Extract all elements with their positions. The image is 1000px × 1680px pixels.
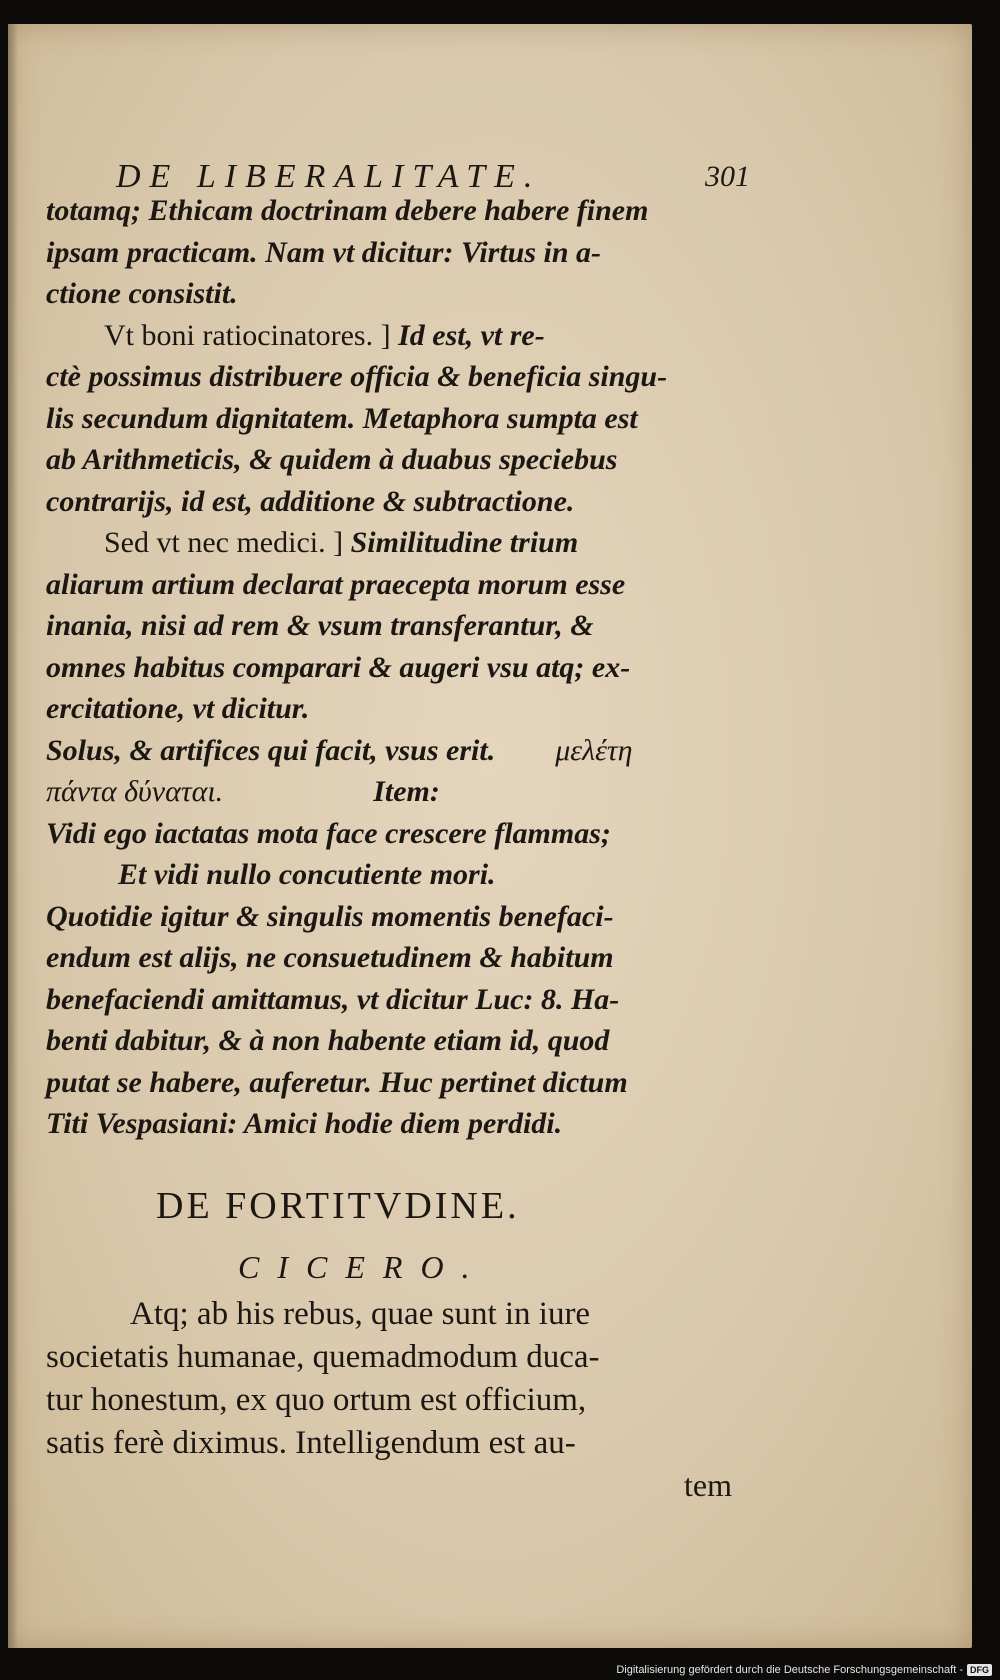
commentary-line (46, 439, 746, 481)
commentary-segment: contrarijs, id est, additione & subtractione. (46, 484, 575, 518)
commentary-line (46, 854, 746, 896)
commentary-line (46, 398, 746, 440)
commentary-text (46, 190, 746, 1145)
commentary-segment: lis secundum dignitatem. Metaphora sumpta est (46, 401, 638, 435)
commentary-segment: benefaciendi amittamus, vt dicitur Luc: 8. Ha- (46, 982, 620, 1016)
dfg-logo: DFG (967, 1664, 992, 1676)
commentary-line (46, 522, 746, 564)
commentary-line (46, 688, 746, 730)
commentary-segment: putat se habere, auferetur. Huc pertinet dictum (46, 1065, 628, 1099)
commentary-line (46, 315, 746, 357)
commentary-line (46, 273, 746, 315)
commentary-segment: Similitudine trium (350, 526, 579, 559)
cicero-line: tur honestum, ex quo ortum est officium, (46, 1381, 587, 1418)
commentary-segment: omnes habitus comparari & augeri vsu atq; ex- (46, 650, 631, 684)
running-head (46, 134, 750, 195)
commentary-segment: Id est, vt re- (398, 318, 545, 352)
commentary-segment: Quotidie igitur & singulis momentis benefaci- (46, 899, 614, 933)
commentary-segment: Et vidi nullo concutiente mori. (118, 858, 496, 891)
commentary-line (46, 896, 746, 938)
commentary-line (46, 771, 746, 813)
commentary-segment: Titi Vespasiani: Amici hodie diem perdidi. (46, 1107, 563, 1140)
commentary-segment: ab Arithmeticis, & quidem à duabus speciebus (46, 443, 618, 476)
commentary-line (46, 813, 746, 855)
commentary-segment: aliarum artium declarat praecepta morum esse (46, 567, 626, 601)
commentary-line (46, 1062, 746, 1104)
lemma-text: Sed vt nec medici. ] (104, 526, 351, 559)
commentary-line (46, 1020, 746, 1062)
section-heading: DE FORTITVDINE. (156, 1184, 520, 1227)
commentary-segment: inania, nisi ad rem & vsum transferantur, & (46, 609, 594, 642)
page-edge-shadow (8, 24, 18, 1648)
commentary-segment: ctione consistit. (46, 277, 238, 310)
cicero-line: Atq; ab his rebus, quae sunt in iure (130, 1295, 591, 1332)
commentary-segment: totamq; Ethicam doctrinam debere habere finem (46, 194, 649, 227)
commentary-segment: Vidi ego iactatas mota face crescere flammas; (46, 816, 611, 850)
cicero-line: satis ferè diximus. Intelligendum est au- (46, 1424, 576, 1461)
running-head-title: DE LIBERALITATE. (116, 158, 542, 195)
commentary-line (46, 937, 746, 979)
commentary-line (46, 1103, 746, 1145)
page-number: 301 (705, 160, 750, 193)
commentary-line (46, 356, 746, 398)
credit-text: Digitalisierung gefördert durch die Deutsche Forschungsgemeinschaft - (616, 1664, 963, 1676)
digitization-credit (616, 1664, 992, 1676)
cicero-text (46, 1293, 746, 1465)
commentary-segment: Item: (373, 775, 440, 808)
commentary-line (46, 190, 746, 232)
commentary-line (46, 605, 746, 647)
commentary-segment: ctè possimus distribuere officia & beneficia singu- (46, 360, 668, 393)
commentary-line (46, 730, 746, 772)
catchword: tem (684, 1466, 732, 1503)
commentary-segment: ipsam practicam. Nam vt dicitur: Virtus in a- (46, 235, 602, 269)
commentary-line (46, 647, 746, 689)
greek-text: πάντα δύναται. (46, 775, 224, 808)
commentary-line (46, 232, 746, 274)
author-heading: CICERO. (238, 1248, 488, 1285)
commentary-line (46, 481, 746, 523)
commentary-segment: endum est alijs, ne consuetudinem & habitum (46, 941, 614, 974)
lemma-text: Vt boni ratiocinatores. ] (104, 318, 399, 352)
greek-text: μελέτη (555, 733, 633, 767)
page-text-block (46, 134, 750, 1505)
book-page (8, 24, 972, 1648)
commentary-segment: benti dabitur, & à non habente etiam id, quod (46, 1024, 610, 1057)
commentary-line (46, 979, 746, 1021)
commentary-segment: ercitatione, vt dicitur. (46, 692, 310, 725)
commentary-line (46, 564, 746, 606)
cicero-line: societatis humanae, quemadmodum duca- (46, 1338, 600, 1375)
commentary-segment: Solus, & artifices qui facit, vsus erit. (46, 733, 496, 767)
